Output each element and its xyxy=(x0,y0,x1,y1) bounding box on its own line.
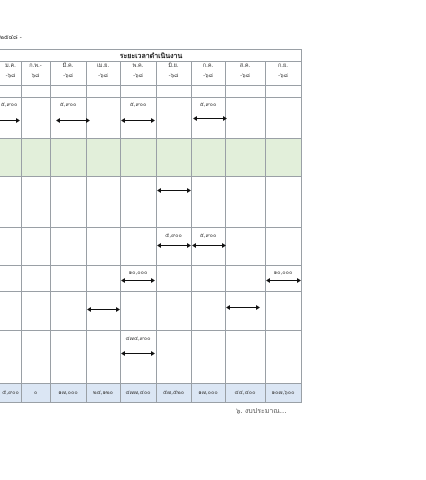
total-feb: ๐ xyxy=(33,390,38,396)
total-sep: ๑๐๗,๖๐๐ xyxy=(271,390,295,396)
month-header-jul: ก.ค. -๖๘ xyxy=(202,63,214,79)
total-mar: ๑๗,๐๐๐ xyxy=(58,390,78,396)
month-header-mar: มี.ค. -๖๘ xyxy=(62,63,74,79)
row1-jan-value: ๕,๙๐๐ xyxy=(0,102,18,108)
row5-may-value: ๑๐,๐๐๐ xyxy=(128,270,148,276)
month-header-may: พ.ค. -๖๘ xyxy=(132,63,144,79)
row6-apr-arrow xyxy=(87,306,120,313)
row4-jun-arrow xyxy=(157,242,191,249)
row5-sep-arrow xyxy=(266,277,301,284)
row5-sep-value: ๑๐,๐๐๐ xyxy=(273,270,293,276)
document-heading-fragment: ๒๕๔๘ - xyxy=(0,34,22,41)
green-highlight-row xyxy=(0,138,301,176)
row7-may-value: ๔๗๔,๙๐๐ xyxy=(125,336,151,342)
month-header-sep: ก.ย. -๖๘ xyxy=(277,63,289,79)
row1-may-arrow xyxy=(121,117,155,124)
row4-jul-value: ๕,๙๐๐ xyxy=(199,233,217,239)
month-header-jan: ม.ค. -๖๘ xyxy=(5,63,16,79)
month-header-feb: ก.พ.- ๖๘ xyxy=(29,63,42,79)
row4-jul-arrow xyxy=(192,242,226,249)
month-header-apr: เม.ย. -๖๘ xyxy=(96,63,110,79)
total-jun: ๕๗,๕๒๐ xyxy=(162,390,185,396)
row5-may-arrow xyxy=(121,277,155,284)
schedule-title: ระยะเวลาดำเนินงาน xyxy=(119,52,183,60)
month-header-jun: มิ.ย. -๖๘ xyxy=(168,63,179,79)
row1-mar-value: ๕,๙๐๐ xyxy=(59,102,77,108)
row1-jan-arrow xyxy=(0,117,21,124)
month-header-aug: ส.ค. -๖๘ xyxy=(239,63,251,79)
row3-jun-arrow xyxy=(157,187,191,194)
row7-may-arrow xyxy=(121,350,155,357)
total-apr: ๒๔,๑๒๐ xyxy=(92,390,113,396)
total-aug: ๔๔,๔๐๐ xyxy=(234,390,256,396)
row1-jul-arrow xyxy=(193,115,227,122)
total-jul: ๑๗,๐๐๐ xyxy=(198,390,218,396)
total-jan: ๕,๙๐๐ xyxy=(2,390,19,396)
row6-aug-arrow xyxy=(226,304,260,311)
schedule-table xyxy=(0,49,302,403)
row1-jul-value: ๕,๙๐๐ xyxy=(199,102,217,108)
row4-jun-value: ๕,๙๐๐ xyxy=(165,233,182,239)
row1-mar-arrow xyxy=(56,117,90,124)
row1-may-value: ๕,๙๐๐ xyxy=(129,102,147,108)
total-may: ๔๗๗,๔๐๐ xyxy=(125,390,151,396)
section-heading-budget: ๖. งบประมาณ... xyxy=(236,407,287,415)
